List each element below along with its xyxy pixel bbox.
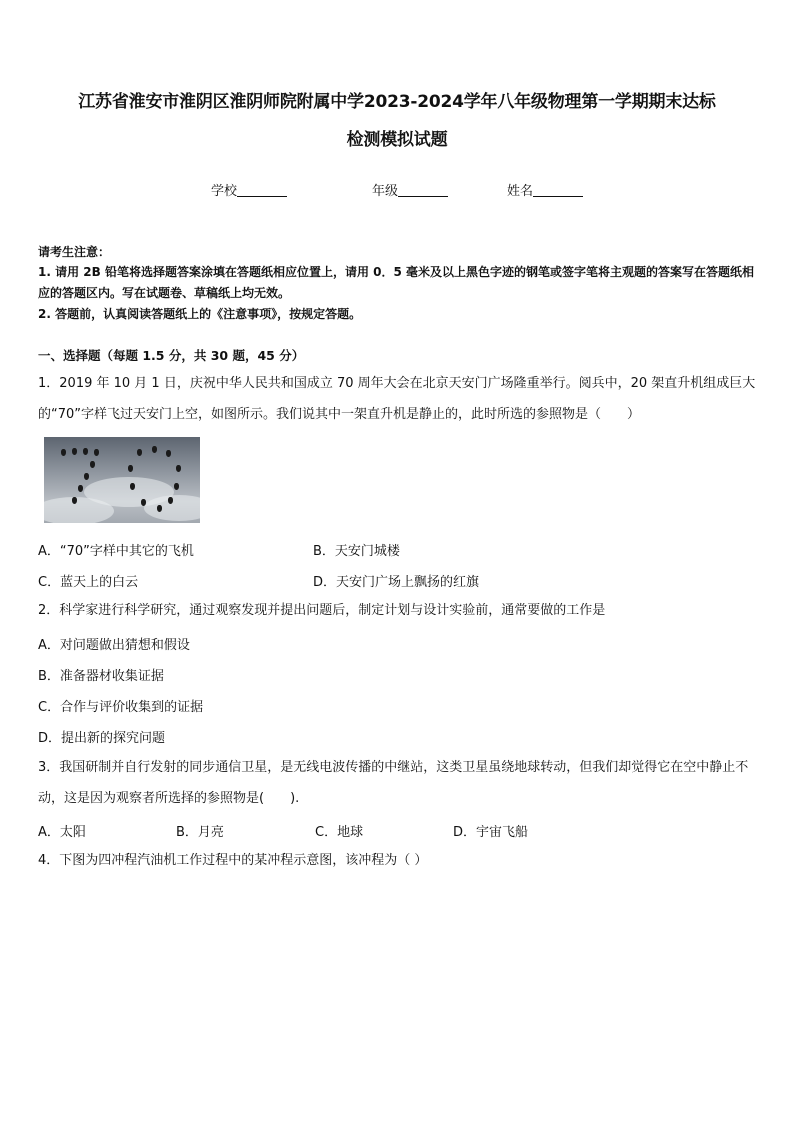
grade-blank: [398, 182, 448, 197]
q3-option-d: D．宇宙飞船: [453, 825, 529, 840]
exam-title-line1: 江苏省淮安市淮阴区淮阴师院附属中学2023-2024学年八年级物理第一学期期末达标: [78, 92, 716, 112]
exam-title-line2: 检测模拟试题: [346, 130, 448, 150]
name-blank: [533, 182, 583, 197]
q2-option-b: B．准备器材收集证据: [38, 669, 164, 684]
question-2-stem: [38, 595, 762, 626]
section-heading: 一、选择题（每题 1.5 分，共 30 题，45 分）: [38, 348, 305, 363]
helicopter-formation-photo: [44, 437, 200, 523]
grade-label: 年级: [372, 184, 399, 199]
q1-option-b: B．天安门城楼: [313, 544, 400, 559]
question-2-text: 2．科学家进行科学研究，通过观察发现并提出问题后，制定计划与设计实验前，通常要做的工作是: [38, 603, 606, 618]
q3-option-b: B．月亮: [176, 825, 224, 840]
notice-body: [38, 262, 762, 325]
q1-option-c: C．蓝天上的白云: [38, 575, 139, 590]
question-1-text: 1．2019 年 10 月 1 日，庆祝中华人民共和国成立 70 周年大会在北京天安门广场隆重举行。阅兵中，20 架直升机组成巨大的“70”字样飞过天安门上空，如图所示。我们说其中一架直升机是静止的，此时所选的参照物是（ ）: [38, 376, 756, 422]
q2-option-c: C．合作与评价收集到的证据: [38, 700, 204, 715]
q1-option-d: D．天安门广场上飘扬的红旗: [313, 575, 480, 590]
name-label: 姓名: [507, 184, 534, 199]
question-4-text: 4．下图为四冲程汽油机工作过程中的某冲程示意图，该冲程为（ ）: [38, 853, 428, 868]
name-field: [507, 180, 583, 199]
school-blank: [237, 182, 287, 197]
q3-option-c: C．地球: [315, 825, 364, 840]
notice-item: 2. 答题前，认真阅读答题纸上的《注意事项》，按规定答题。: [38, 307, 362, 321]
notice-heading: 请考生注意：: [38, 245, 111, 259]
question-3-stem: [38, 752, 762, 814]
grade-field: [372, 180, 448, 199]
student-info-row: [0, 180, 794, 200]
q1-option-a: A．“70”字样中其它的飞机: [38, 544, 194, 559]
question-1-stem: [38, 368, 762, 430]
school-field: [211, 180, 287, 199]
q2-option-a: A．对问题做出猜想和假设: [38, 638, 190, 653]
school-label: 学校: [211, 184, 238, 199]
q3-option-a: A．太阳: [38, 825, 86, 840]
notice-item: 1. 请用 2B 铅笔将选择题答案涂填在答题纸相应位置上，请用 0．5 毫米及以上黑色字迹的钢笔或签字笔将主观题的答案写在答题纸相应的答题区内。写在试题卷、草稿纸上均无效。: [38, 265, 754, 300]
q2-option-d: D．提出新的探究问题: [38, 731, 166, 746]
question-4-stem: [38, 845, 762, 876]
question-3-text: 3．我国研制并自行发射的同步通信卫星，是无线电波传播的中继站，这类卫星虽绕地球转动，但我们却觉得它在空中静止不动，这是因为观察者所选择的参照物是( ).: [38, 760, 749, 806]
